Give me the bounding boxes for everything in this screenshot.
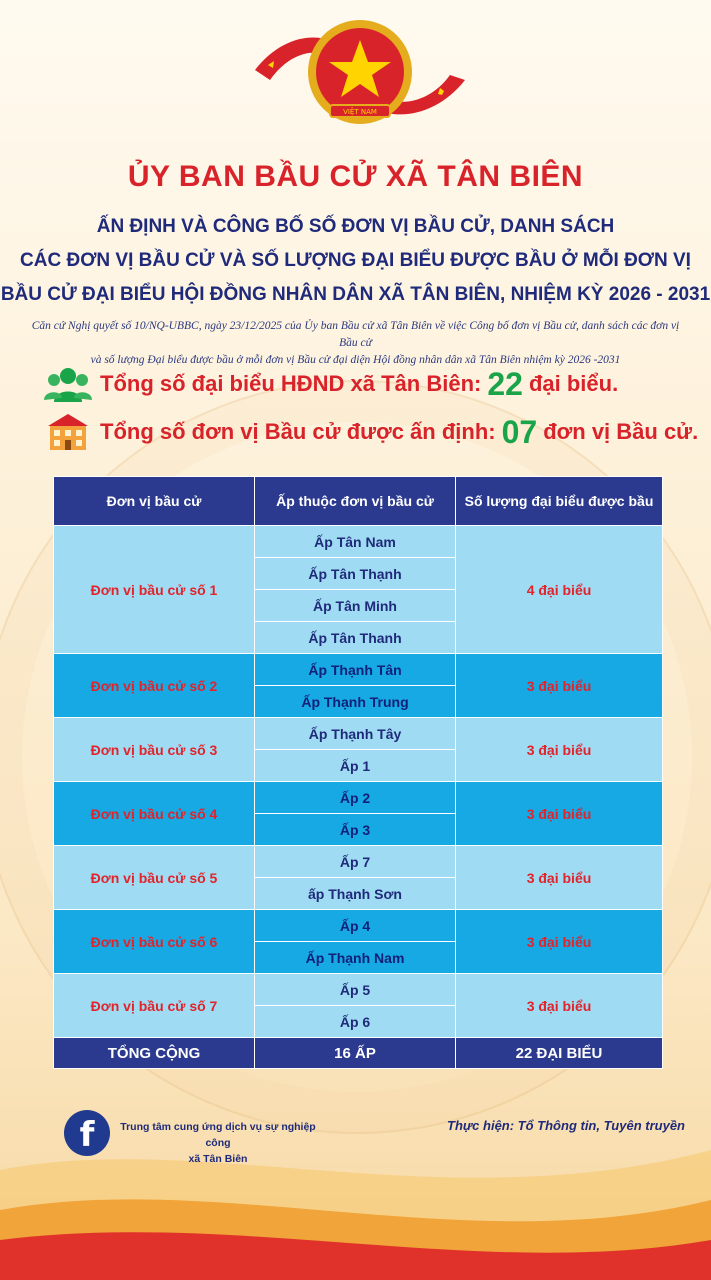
header-villages: Ấp thuộc đơn vị bầu cử	[255, 477, 456, 526]
village-cell: Ấp Thạnh Nam	[255, 942, 456, 974]
table-row	[54, 654, 663, 686]
village-cell: Ấp 7	[255, 846, 456, 878]
stat-units	[44, 412, 698, 452]
organization-name	[118, 1119, 318, 1167]
building-icon	[44, 412, 92, 452]
village-cell: Ấp Tân Minh	[255, 590, 456, 622]
table-row	[54, 910, 663, 942]
village-cell: Ấp 3	[255, 814, 456, 846]
unit-cell: Đơn vị bầu cử số 5	[54, 846, 255, 910]
delegates-cell: 3 đại biểu	[456, 846, 663, 910]
table-row	[54, 846, 663, 878]
stat-units-label: Tổng số đơn vị Bầu cử được ấn định:	[100, 419, 496, 444]
village-cell: Ấp 5	[255, 974, 456, 1006]
total-row	[54, 1038, 663, 1069]
header-delegates: Số lượng đại biểu được bầu	[456, 477, 663, 526]
note-line-2: và số lượng Đại biểu được bầu ở mỗi đơn vị Bầu cử đại diện Hội đồng nhân dân xã Tân Biên nhiệm kỳ 2026 -2031	[90, 354, 621, 366]
stat-units-suffix: đơn vị Bầu cử.	[543, 419, 699, 444]
legal-basis-note	[30, 318, 681, 369]
total-delegates: 22 ĐẠI BIỂU	[456, 1038, 663, 1069]
org-line-2: xã Tân Biên	[188, 1153, 248, 1165]
delegates-cell: 3 đại biểu	[456, 782, 663, 846]
subtitle-line-2: CÁC ĐƠN VỊ BẦU CỬ VÀ SỐ LƯỢNG ĐẠI BIỂU ĐƯỢC BẦU Ở MỖI ĐƠN VỊ	[20, 250, 691, 271]
emblem-text: VIỆT NAM	[343, 108, 377, 116]
header-unit: Đơn vị bầu cử	[54, 477, 255, 526]
delegates-cell: 3 đại biểu	[456, 718, 663, 782]
total-villages: 16 ẤP	[255, 1038, 456, 1069]
village-cell: ấp Thạnh Sơn	[255, 878, 456, 910]
village-cell: Ấp 6	[255, 1006, 456, 1038]
village-cell: Ấp 2	[255, 782, 456, 814]
stat-delegates-label: Tổng số đại biểu HĐND xã Tân Biên:	[100, 371, 482, 396]
unit-cell: Đơn vị bầu cử số 6	[54, 910, 255, 974]
subtitle-line-1: ẤN ĐỊNH VÀ CÔNG BỐ SỐ ĐƠN VỊ BẦU CỬ, DANH SÁCH	[96, 216, 615, 237]
village-cell: Ấp Tân Thanh	[255, 622, 456, 654]
delegates-cell: 3 đại biểu	[456, 910, 663, 974]
total-label: TỔNG CỘNG	[54, 1038, 255, 1069]
village-cell: Ấp Tân Thạnh	[255, 558, 456, 590]
delegates-cell: 4 đại biểu	[456, 526, 663, 654]
stat-delegates-value: 22	[487, 365, 523, 402]
unit-cell: Đơn vị bầu cử số 7	[54, 974, 255, 1038]
village-cell: Ấp Tân Nam	[255, 526, 456, 558]
village-cell: Ấp 1	[255, 750, 456, 782]
org-line-1: Trung tâm cung ứng dịch vụ sự nghiệp công	[120, 1121, 316, 1149]
village-cell: Ấp Thạnh Tây	[255, 718, 456, 750]
village-cell: Ấp Thạnh Tân	[255, 654, 456, 686]
subtitle-line-3: BẦU CỬ ĐẠI BIỂU HỘI ĐỒNG NHÂN DÂN XÃ TÂN BIÊN, NHIỆM KỲ 2026 - 2031	[0, 284, 711, 305]
national-emblem	[250, 10, 470, 140]
village-cell: Ấp 4	[255, 910, 456, 942]
credit-text: Thực hiện: Tổ Thông tin, Tuyên truyền	[447, 1118, 685, 1133]
page-title: ỦY BAN BẦU CỬ XÃ TÂN BIÊN	[127, 160, 584, 193]
unit-cell: Đơn vị bầu cử số 1	[54, 526, 255, 654]
table-row	[54, 526, 663, 558]
people-icon	[44, 364, 92, 404]
delegates-cell: 3 đại biểu	[456, 974, 663, 1038]
stat-units-value: 07	[501, 413, 538, 450]
stat-delegates	[44, 364, 618, 404]
delegates-cell: 3 đại biểu	[456, 654, 663, 718]
table-row	[54, 974, 663, 1006]
note-line-1: Căn cứ Nghị quyết số 10/NQ-UBBC, ngày 23/12/2025 của Ủy ban Bầu cử xã Tân Biên về việc Công bố đơn vị Bầu cử, danh sách các đơn vị Bầu cử	[31, 320, 680, 349]
electoral-units-table	[53, 476, 663, 1069]
village-cell: Ấp Thạnh Trung	[255, 686, 456, 718]
facebook-icon[interactable]: f	[64, 1110, 110, 1156]
stat-delegates-suffix: đại biểu.	[528, 371, 619, 396]
unit-cell: Đơn vị bầu cử số 2	[54, 654, 255, 718]
table-row	[54, 782, 663, 814]
table-row	[54, 718, 663, 750]
unit-cell: Đơn vị bầu cử số 4	[54, 782, 255, 846]
unit-cell: Đơn vị bầu cử số 3	[54, 718, 255, 782]
